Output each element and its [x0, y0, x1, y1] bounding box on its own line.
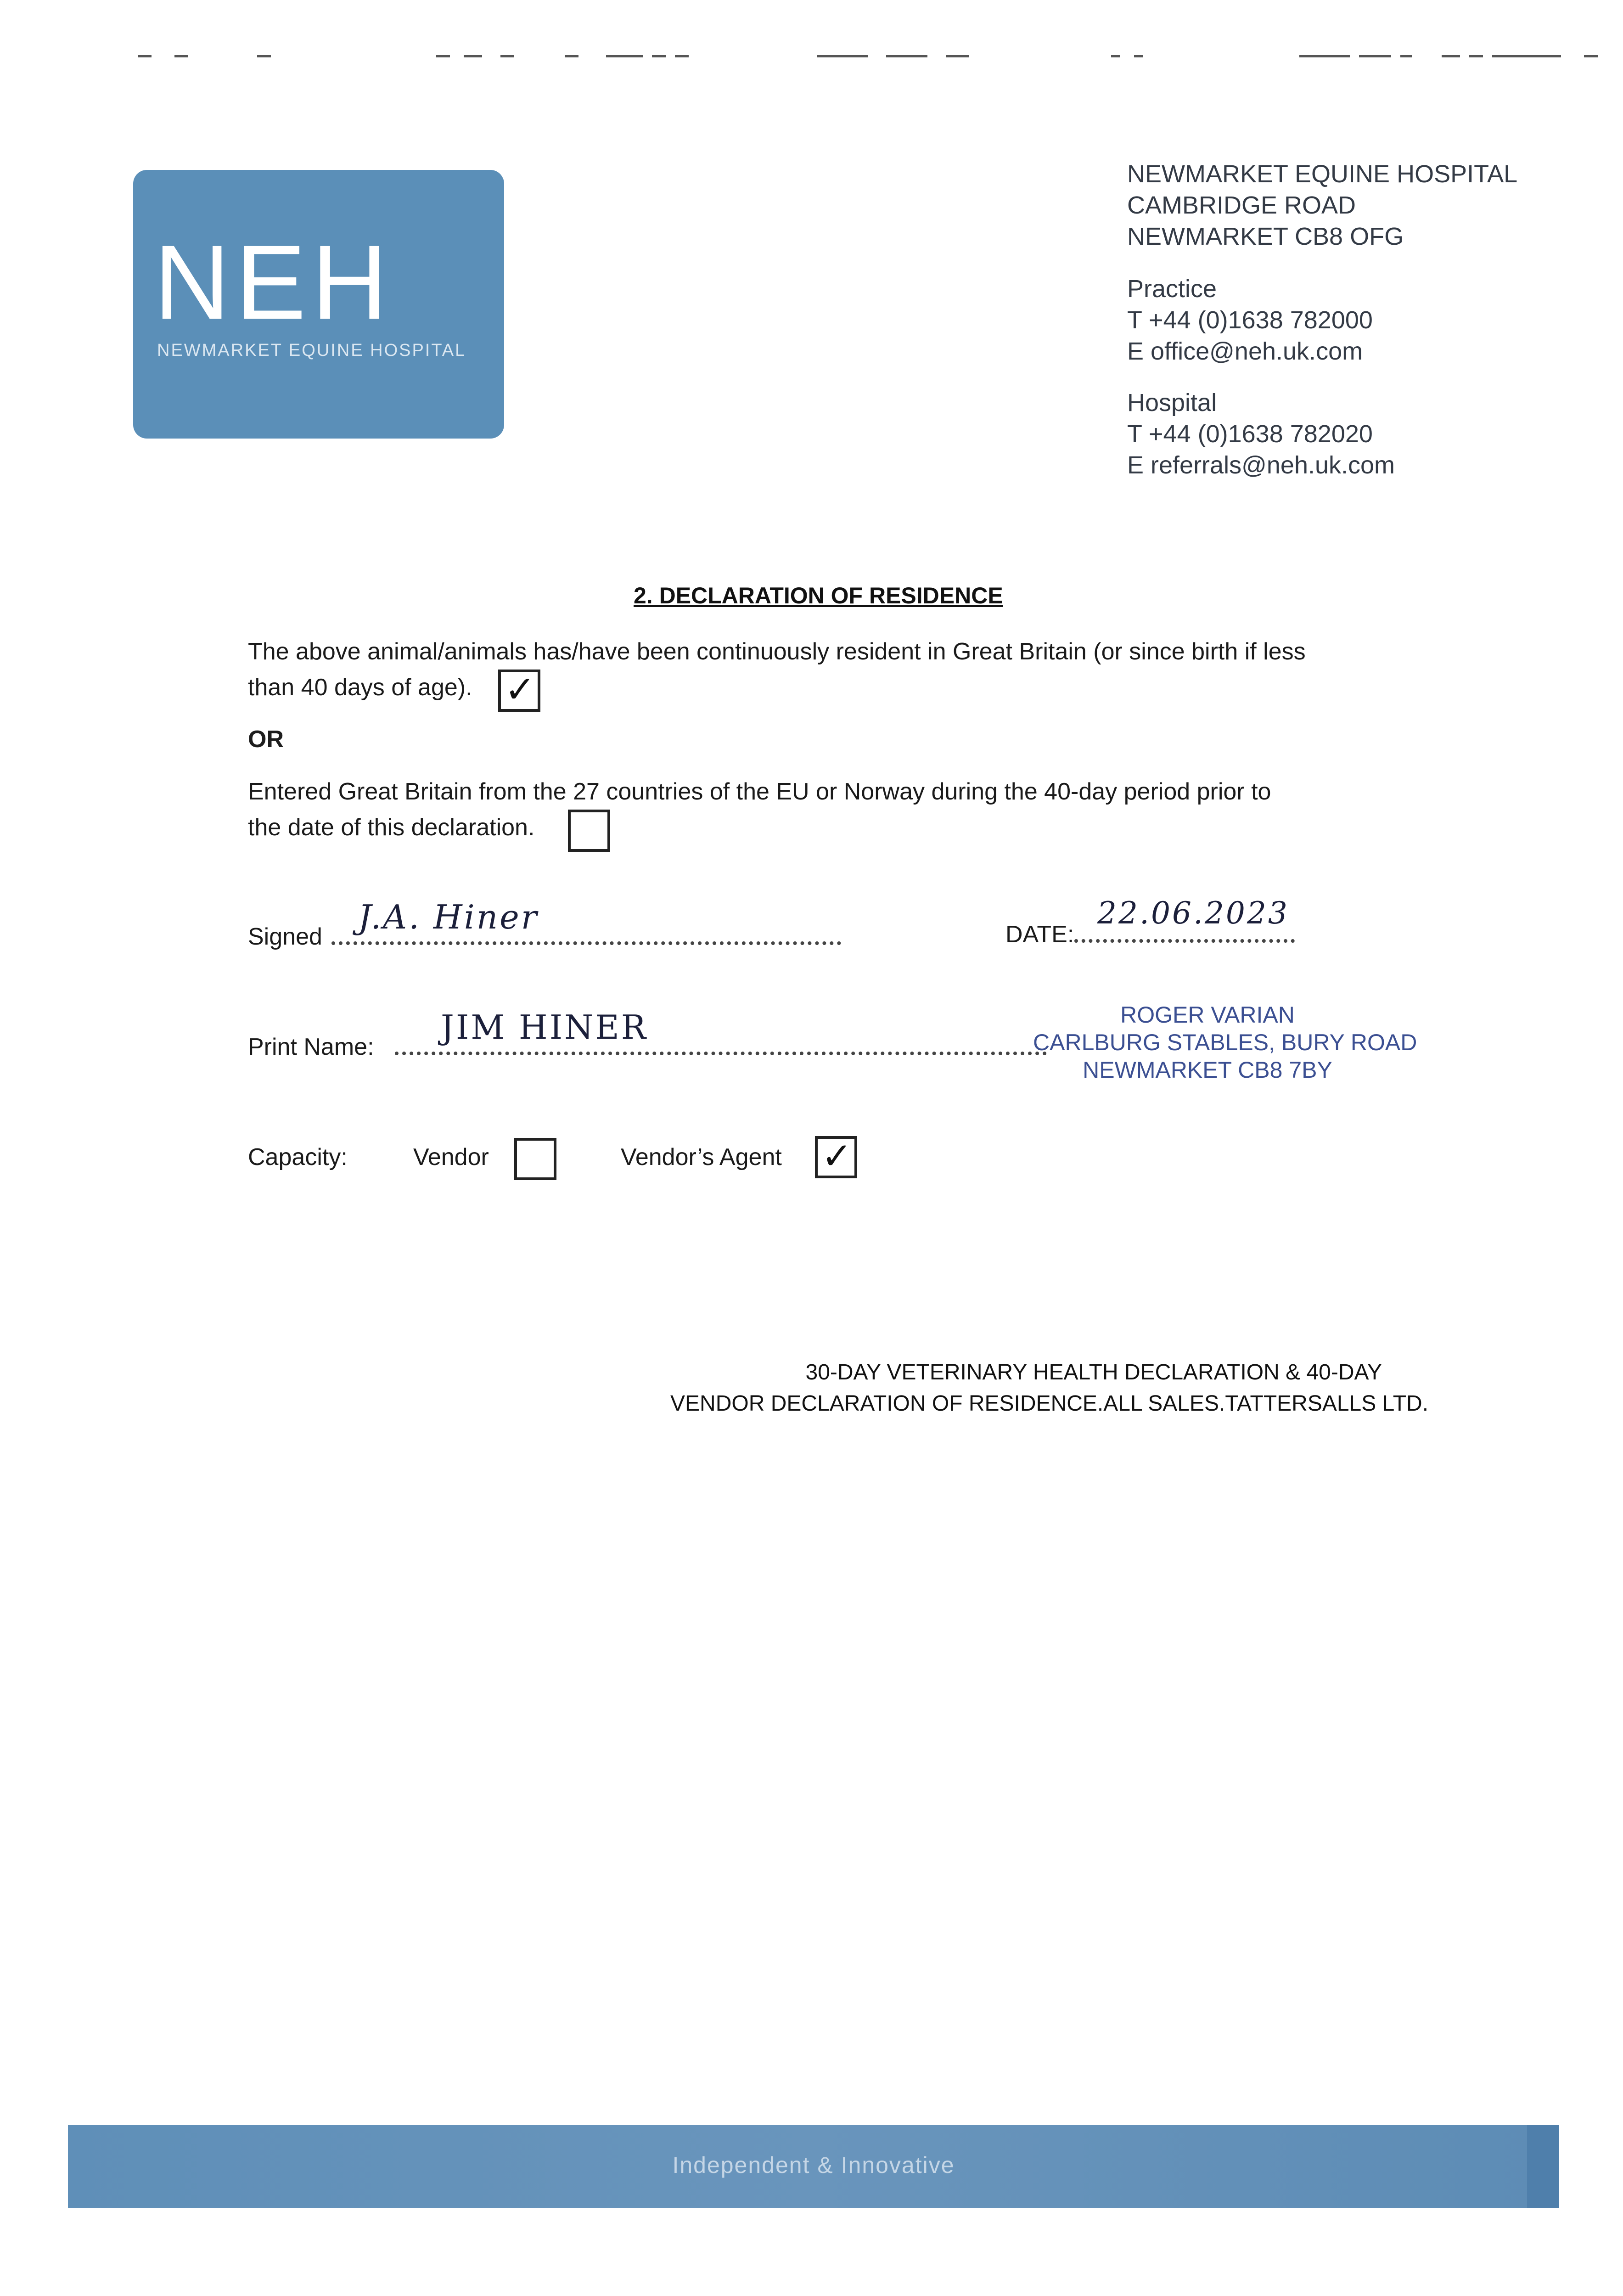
- option1-checkbox[interactable]: [498, 670, 540, 712]
- date-value[interactable]: 22.06.2023: [1097, 895, 1289, 931]
- address-town: NEWMARKET CB8 OFG: [1127, 223, 1404, 250]
- print-name-value[interactable]: JIM HINER: [441, 1008, 648, 1047]
- stamp-line2: CARLBURG STABLES, BURY ROAD: [1033, 1030, 1417, 1055]
- or-label: OR: [248, 726, 284, 753]
- logo-subtitle: NEWMARKET EQUINE HOSPITAL: [157, 341, 466, 360]
- hospital-heading: Hospital: [1127, 389, 1217, 416]
- signature-value[interactable]: J.A. Hiner: [358, 898, 539, 936]
- vendor-label: Vendor: [413, 1144, 489, 1171]
- hospital-email: E referrals@neh.uk.com: [1127, 451, 1395, 479]
- residence-option-1: [248, 634, 1306, 705]
- stamp-line3: NEWMARKET CB8 7BY: [1083, 1057, 1332, 1083]
- vendors-agent-checkbox[interactable]: [815, 1136, 857, 1178]
- form-reference-line1: 30-DAY VETERINARY HEALTH DECLARATION & 40-DAY: [805, 1360, 1382, 1384]
- logo-mark: NEH: [154, 223, 393, 341]
- option2-checkbox[interactable]: [568, 810, 610, 852]
- option1-line1: The above animal/animals has/have been continuously resident in Great Britain (or since birth if less: [248, 638, 1306, 665]
- print-name-line: [395, 1052, 1047, 1055]
- form-reference: [670, 1357, 1429, 1419]
- hospital-phone: T +44 (0)1638 782020: [1127, 420, 1373, 448]
- address-name: NEWMARKET EQUINE HOSPITAL: [1127, 160, 1518, 188]
- footer-banner: [68, 2125, 1559, 2208]
- vendor-checkbox[interactable]: [514, 1138, 556, 1180]
- address-road: CAMBRIDGE ROAD: [1127, 191, 1356, 219]
- banner-tagline: Independent & Innovative: [672, 2152, 955, 2178]
- practice-heading: Practice: [1127, 275, 1217, 303]
- form-reference-line2: VENDOR DECLARATION OF RESIDENCE.ALL SALES.TATTERSALLS LTD.: [670, 1391, 1429, 1416]
- practice-email: E office@neh.uk.com: [1127, 338, 1363, 365]
- hospital-address: [1127, 158, 1517, 252]
- vendors-agent-label: Vendor’s Agent: [621, 1144, 782, 1171]
- practice-phone: T +44 (0)1638 782000: [1127, 306, 1373, 334]
- option2-line1: Entered Great Britain from the 27 countries of the EU or Norway during the 40-day period prior to: [248, 778, 1271, 805]
- option1-line2: than 40 days of age).: [248, 674, 472, 701]
- residence-option-2: [248, 774, 1271, 845]
- signed-label: Signed: [248, 923, 322, 950]
- date-label: DATE:: [1005, 921, 1074, 948]
- stamp-line1: ROGER VARIAN: [1120, 1002, 1295, 1028]
- checkmark-icon: ✓: [505, 668, 536, 711]
- option2-line2: the date of this declaration.: [248, 814, 535, 841]
- checkmark-icon: ✓: [821, 1135, 853, 1177]
- vendor-stamp: [1033, 1001, 1417, 1084]
- signed-line: [331, 941, 841, 945]
- practice-contact: [1127, 273, 1373, 367]
- neh-logo: [133, 170, 504, 439]
- hospital-contact: [1127, 387, 1395, 481]
- date-line: [1074, 939, 1295, 943]
- capacity-label: Capacity:: [248, 1144, 348, 1171]
- section-title: 2. DECLARATION OF RESIDENCE: [634, 583, 1003, 608]
- print-name-label: Print Name:: [248, 1034, 374, 1060]
